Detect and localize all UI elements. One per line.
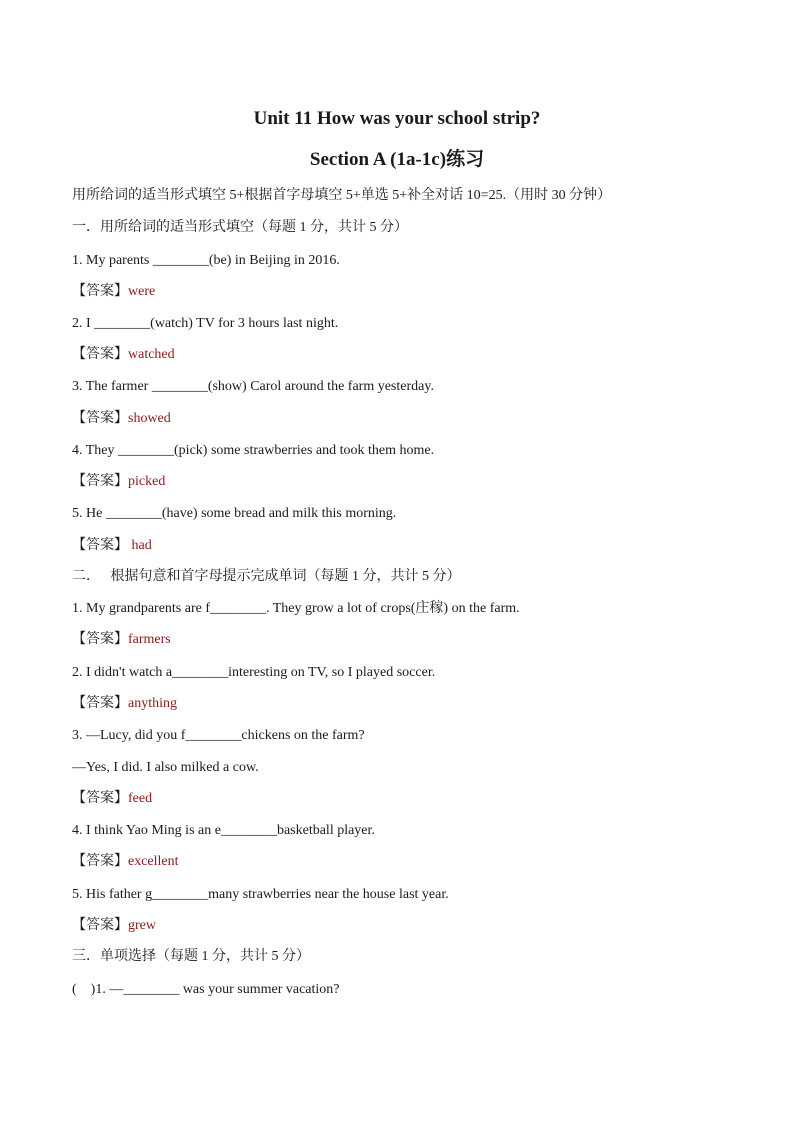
answer-label: 【答案】 xyxy=(72,411,128,426)
answer-text: had xyxy=(128,538,152,553)
answer-1-2 xyxy=(72,345,175,365)
section-heading-2: 二． 根据句意和首字母提示完成单词（每题 1 分，共计 5 分） xyxy=(72,569,461,584)
answer-text: anything xyxy=(128,696,177,711)
answer-text: watched xyxy=(128,347,175,362)
instructions: 用所给词的适当形式填空 5+根据首字母填空 5+单选 5+补全对话 10=25.（用时 30 分钟） xyxy=(72,188,612,203)
question-2-3-reply: —Yes, I did. I also milked a cow. xyxy=(72,760,259,775)
answer-2-4 xyxy=(72,852,179,872)
answer-text: picked xyxy=(128,474,166,489)
section-heading-1: 一．用所给词的适当形式填空（每题 1 分，共计 5 分） xyxy=(72,220,408,235)
page-subtitle: Section A (1a-1c)练习 xyxy=(309,149,485,170)
question-1-5: 5. He ________(have) some bread and milk this morning. xyxy=(72,506,397,521)
answer-label: 【答案】 xyxy=(72,632,128,647)
question-1-3: 3. The farmer ________(show) Carol around the farm yesterday. xyxy=(72,379,434,394)
answer-1-3 xyxy=(72,409,171,429)
page-title: Unit 11 How was your school strip? xyxy=(253,108,541,129)
answer-1-5 xyxy=(72,536,152,556)
answer-label: 【答案】 xyxy=(72,284,128,299)
answer-2-2 xyxy=(72,694,177,714)
question-1-2: 2. I ________(watch) TV for 3 hours last night. xyxy=(72,316,339,331)
question-1-4: 4. They ________(pick) some strawberries and took them home. xyxy=(72,443,435,458)
answer-text: grew xyxy=(128,918,156,933)
section-heading-3: 三．单项选择（每题 1 分，共计 5 分） xyxy=(72,949,310,964)
question-1-1: 1. My parents ________(be) in Beijing in 2016. xyxy=(72,253,340,268)
answer-text: farmers xyxy=(128,632,171,647)
answer-text: were xyxy=(128,284,156,299)
question-2-4: 4. I think Yao Ming is an e________basketball player. xyxy=(72,823,375,838)
answer-2-1 xyxy=(72,630,171,650)
answer-label: 【答案】 xyxy=(72,538,128,553)
answer-label: 【答案】 xyxy=(72,347,128,362)
answer-text: showed xyxy=(128,411,171,426)
answer-1-1 xyxy=(72,282,155,302)
answer-text: excellent xyxy=(128,854,179,869)
answer-1-4 xyxy=(72,472,165,492)
question-2-1: 1. My grandparents are f________. They grow a lot of crops(庄稼) on the farm. xyxy=(72,601,520,616)
answer-label: 【答案】 xyxy=(72,854,128,869)
answer-2-3 xyxy=(72,789,152,809)
question-2-5: 5. His father g________many strawberries near the house last year. xyxy=(72,887,449,902)
answer-label: 【答案】 xyxy=(72,918,128,933)
answer-label: 【答案】 xyxy=(72,696,128,711)
answer-2-5 xyxy=(72,916,156,936)
question-2-2: 2. I didn't watch a________interesting on TV, so I played soccer. xyxy=(72,665,436,680)
answer-label: 【答案】 xyxy=(72,791,128,806)
question-2-3: 3. —Lucy, did you f________chickens on the farm? xyxy=(72,728,365,743)
question-3-1: ( )1. —________ was your summer vacation? xyxy=(72,982,340,997)
answer-label: 【答案】 xyxy=(72,474,128,489)
answer-text: feed xyxy=(128,791,153,806)
